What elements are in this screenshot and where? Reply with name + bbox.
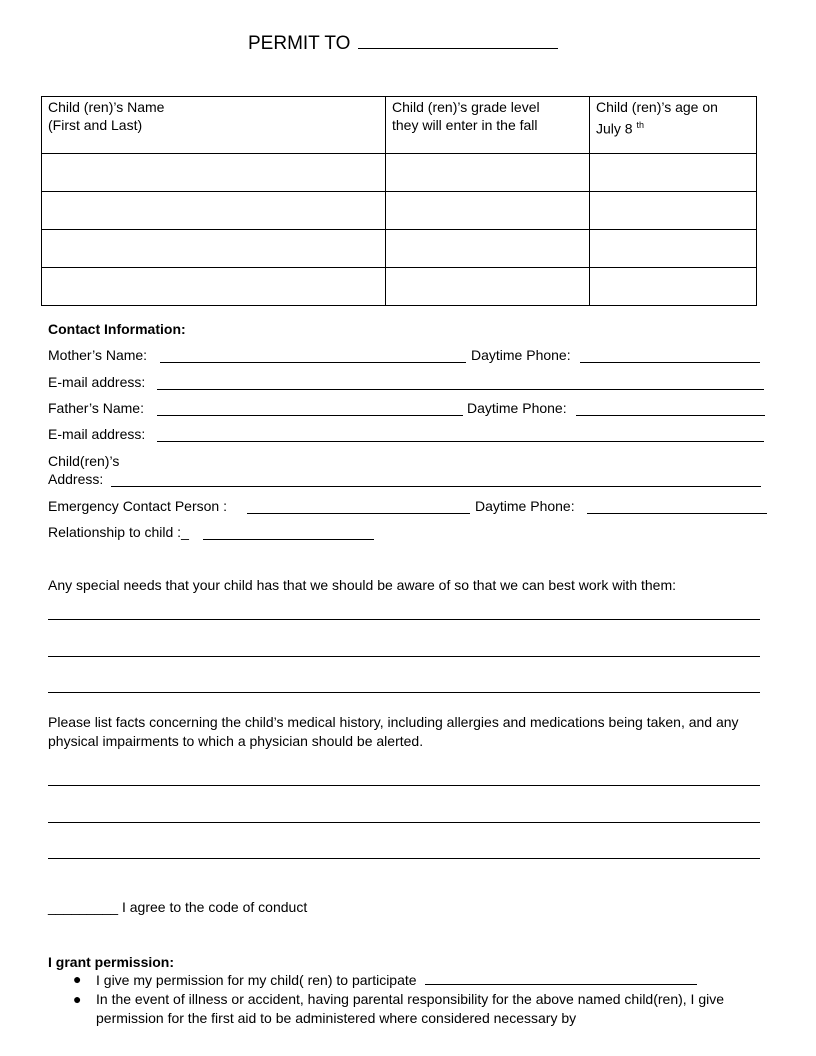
cell-name[interactable]	[42, 154, 386, 192]
cell-name[interactable]	[42, 268, 386, 306]
table-row	[42, 268, 757, 306]
special-needs-label: Any special needs that your child has that we should be aware of so that we can best work with them:	[48, 577, 677, 593]
special-needs-line[interactable]	[48, 656, 760, 657]
cell-name[interactable]	[42, 230, 386, 268]
cell-grade[interactable]	[386, 230, 590, 268]
participate-blank-line[interactable]	[425, 970, 697, 985]
table-header-row	[42, 97, 757, 154]
header-child-name-line1: Child (ren)’s Name	[48, 99, 165, 115]
cell-name[interactable]	[42, 192, 386, 230]
medical-history-line[interactable]	[48, 785, 760, 786]
medical-history-line[interactable]	[48, 858, 760, 859]
mother-name-field[interactable]	[160, 348, 466, 363]
emergency-contact-label: Emergency Contact Person :	[48, 498, 227, 514]
header-grade-level	[386, 97, 590, 154]
cell-age[interactable]	[590, 154, 757, 192]
medical-history-line[interactable]	[48, 822, 760, 823]
bullet-icon: ●	[73, 991, 82, 1007]
father-name-label: Father’s Name:	[48, 400, 144, 416]
mother-name-label: Mother’s Name:	[48, 347, 148, 363]
father-phone-label: Daytime Phone:	[467, 400, 567, 416]
relationship-label: Relationship to child :_	[48, 524, 189, 540]
child-address-label-2: Address:	[48, 471, 104, 487]
title-blank-line[interactable]	[358, 30, 558, 49]
father-name-field[interactable]	[157, 401, 463, 416]
medical-history-label: Please list facts concerning the child’s medical history, including allergies and medications being taken, and any physical impairments to which a physician should be alerted.	[48, 714, 739, 749]
special-needs-line[interactable]	[48, 619, 760, 620]
mother-email-label: E-mail address:	[48, 374, 146, 390]
table-row	[42, 230, 757, 268]
children-table	[41, 96, 757, 306]
father-email-field[interactable]	[157, 427, 764, 442]
title-text: PERMIT TO	[248, 33, 351, 54]
cell-age[interactable]	[590, 268, 757, 306]
header-grade-line1: Child (ren)’s grade level	[392, 99, 540, 115]
table-row	[42, 192, 757, 230]
mother-phone-field[interactable]	[580, 348, 760, 363]
header-grade-line2: they will enter in the fall	[392, 117, 538, 133]
header-age-sup: th	[636, 120, 644, 130]
page-title	[248, 30, 558, 55]
child-address-field[interactable]	[111, 472, 761, 487]
list-item	[48, 970, 768, 990]
father-phone-field[interactable]	[576, 401, 765, 416]
contact-heading: Contact Information:	[48, 321, 186, 337]
header-age-line1: Child (ren)’s age on	[596, 99, 718, 115]
header-age-line2: July 8	[596, 120, 633, 137]
mother-email-field[interactable]	[157, 375, 764, 390]
permission-heading: I grant permission:	[48, 954, 175, 970]
agree-text: I agree to the code of conduct	[118, 899, 308, 915]
agree-blank[interactable]: _________	[48, 899, 119, 915]
cell-age[interactable]	[590, 230, 757, 268]
cell-age[interactable]	[590, 192, 757, 230]
emergency-contact-field[interactable]	[247, 499, 470, 514]
header-child-name-line2: (First and Last)	[48, 117, 143, 133]
cell-grade[interactable]	[386, 268, 590, 306]
header-child-name	[42, 97, 386, 154]
list-item	[48, 990, 768, 1028]
bullet-icon: ●	[73, 971, 82, 987]
cell-grade[interactable]	[386, 192, 590, 230]
header-age	[590, 97, 757, 154]
father-email-label: E-mail address:	[48, 426, 146, 442]
cell-grade[interactable]	[386, 154, 590, 192]
permission-list	[48, 970, 768, 1028]
code-of-conduct-agreement	[48, 898, 307, 916]
special-needs-line[interactable]	[48, 692, 760, 693]
table-row	[42, 154, 757, 192]
relationship-field[interactable]	[203, 525, 374, 540]
mother-phone-label: Daytime Phone:	[471, 347, 571, 363]
permission-item-2: In the event of illness or accident, having parental responsibility for the above named child(ren), I give permission for the first aid to be administered where considered necessary by	[96, 991, 725, 1026]
permission-item-1: I give my permission for my child( ren) to participate	[96, 972, 417, 988]
emergency-phone-field[interactable]	[587, 499, 767, 514]
emergency-phone-label: Daytime Phone:	[475, 498, 575, 514]
header-age-line2-wrap	[596, 116, 750, 138]
child-address-label-1: Child(ren)’s	[48, 453, 120, 469]
